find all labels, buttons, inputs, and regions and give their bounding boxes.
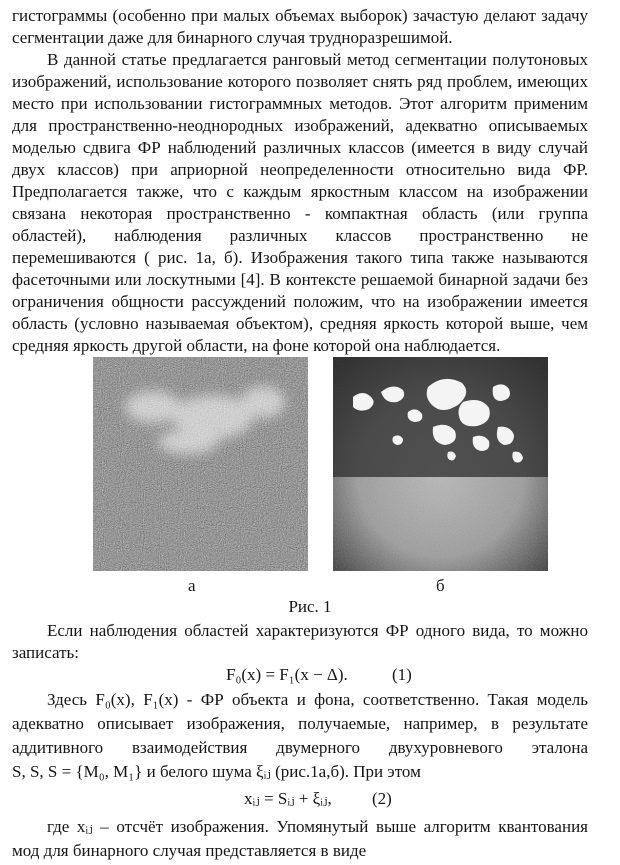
text-line: Предполагается также, что с каждым яркостным классом на изображении: [12, 182, 588, 201]
formula-1-number: (1): [392, 665, 412, 684]
text-line: мод для бинарного случая представляется в виде: [12, 841, 367, 860]
text-line: средняя яркость другой области, на фоне которой она наблюдается.: [12, 336, 501, 355]
text-line: Здесь F₀(x), F₁(x) - ФР объекта и фона, соответственно. Такая модель: [47, 690, 588, 709]
text-line: Если наблюдения областей характеризуются ФР одного вида, то можно: [47, 621, 588, 640]
text-line: двух классов) при априорной неопределенности относительно вида ФР.: [12, 160, 588, 179]
text-line: S, S, S = {M₀, M₁} и белого шума ξᵢⱼ (рис.1а,б). При этом: [12, 762, 421, 781]
figure-label-b: б: [436, 576, 445, 595]
figure-image-a: [93, 357, 308, 571]
text-line: перемешиваются ( рис. 1а, б). Изображения такого типа также называются: [12, 248, 588, 267]
text-line: областей), наблюдения различных классов пространственно не: [12, 226, 588, 245]
text-line: гистограммы (особенно при малых объемах выборок) зачастую делают задачу: [12, 6, 588, 25]
formula-2: xᵢⱼ = Sᵢⱼ + ξᵢⱼ,: [244, 789, 332, 808]
text-line: изображений, использование которого позволяет снять ряд проблем, имеющих: [12, 72, 588, 91]
text-line: сегментации даже для бинарного случая трудноразрешимой.: [12, 28, 453, 47]
figure-label-a: а: [188, 576, 196, 595]
figure-caption: Рис. 1: [288, 597, 332, 616]
figure-image-b: [333, 357, 548, 571]
text-line: область (условно называемая объектом), средняя яркость которой выше, чем: [12, 314, 588, 333]
text-line: ограничения общности рассуждений положим, что на изображении имеется: [12, 292, 588, 311]
text-line: аддитивного взаимодействия двумерного двухуровневого эталона: [12, 738, 588, 757]
text-line: связана некоторая пространственно - компактная область (или группа: [12, 204, 588, 223]
formula-1: F₀(x) = F₁(x − Δ).: [226, 665, 348, 684]
text-line: для пространственно-неоднородных изображений, адекватно описываемых: [12, 116, 588, 135]
text-line: где xᵢⱼ – отсчёт изображения. Упомянутый выше алгоритм квантования: [47, 817, 588, 836]
text-line: В данной статье предлагается ранговый метод сегментации полутоновых: [47, 50, 588, 69]
text-line: записать:: [12, 643, 79, 662]
text-line: место при использовании гистограммных методов. Этот алгоритм применим: [12, 94, 588, 113]
text-line: моделью сдвига ФР наблюдений различных классов (имеется в виду случай: [12, 138, 588, 157]
formula-2-number: (2): [372, 789, 392, 808]
text-line: адекватно описывает изображения, получаемые, например, в результате: [12, 714, 588, 733]
text-line: фасеточными или лоскутными [4]. В контексте решаемой бинарной задачи без: [12, 270, 588, 289]
